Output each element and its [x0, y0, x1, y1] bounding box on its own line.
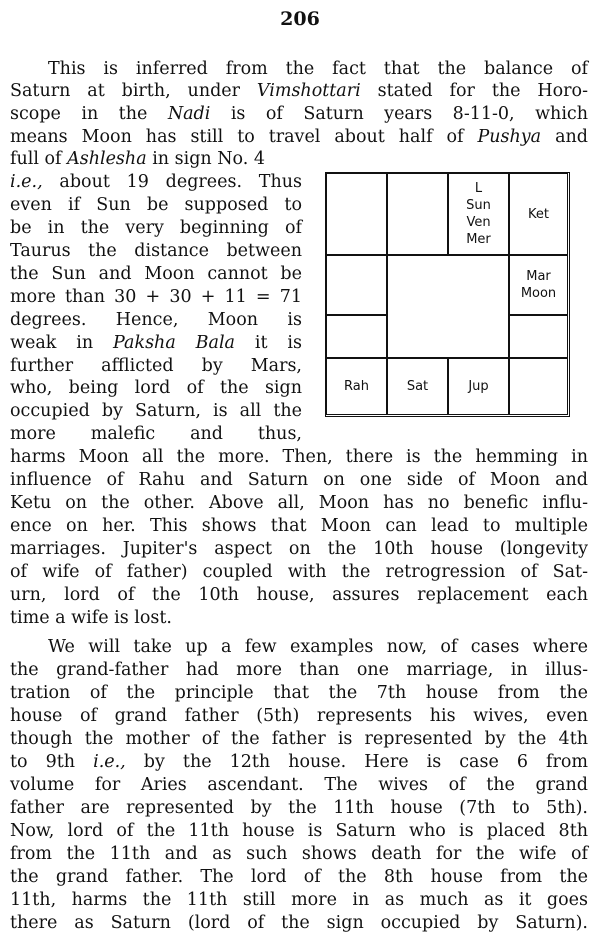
planet-label: Sun: [466, 198, 491, 213]
text-line: who, being lord of the sign: [10, 378, 302, 398]
house-sagittarius: [326, 358, 387, 415]
text-line: the grand-father had more than one marriage, in illus-: [10, 660, 588, 680]
planet-label: Moon: [520, 286, 557, 301]
text-line: from the 11th and as such shows death for the wife of: [10, 844, 588, 864]
text-line: of wife of father) coupled with the retrogression of Sat-: [10, 562, 588, 582]
house-gemini-taurus: [448, 173, 509, 255]
text-line: scope in the Nadi is of Saturn years 8-11-0, which: [10, 104, 588, 124]
house-cancer: [509, 173, 568, 255]
text-line: 11th, harms the 11th still more in as much as it goes: [10, 890, 588, 910]
text-line: time a wife is lost.: [10, 608, 172, 628]
text-line: further afflicted by Mars,: [10, 356, 302, 376]
page-number: 206: [280, 8, 320, 30]
house-aquarius: [326, 255, 387, 315]
text-line: This is inferred from the fact that the balance of: [48, 59, 588, 79]
text-line: though the mother of the father is represented by the 4th: [10, 729, 588, 749]
planet-label: Mar: [526, 269, 551, 284]
text-line: volume for Aries ascendant. The wives of the grand: [10, 775, 588, 795]
text-line: to 9th i.e., by the 12th house. Here is case 6 from: [10, 752, 588, 772]
house-leo: [509, 255, 568, 315]
planet-label: Jup: [468, 379, 489, 394]
planet-label: Sat: [406, 379, 429, 394]
text-line: Now, lord of the 11th house is Saturn who is placed 8th: [10, 821, 588, 841]
house-capricorn: [326, 315, 387, 358]
text-line: the Sun and Moon cannot be: [10, 264, 302, 284]
text-line: even if Sun be supposed to: [10, 195, 302, 215]
house-virgo: [509, 315, 568, 358]
text-line: We will take up a few examples now, of cases where: [48, 637, 588, 657]
text-line: harms Moon all the more. Then, there is the hemming in: [10, 447, 588, 467]
text-line: full of Ashlesha in sign No. 4: [10, 149, 266, 169]
text-line: degrees. Hence, Moon is: [10, 310, 302, 330]
text-line: means Moon has still to travel about half of Pushya and: [10, 127, 588, 147]
house-libra: [448, 358, 509, 415]
text-line: i.e., about 19 degrees. Thus: [10, 172, 302, 192]
text-line: house of grand father (5th) represents his wives, even: [10, 706, 588, 726]
planet-label: Ven: [466, 215, 491, 230]
text-line: the grand father. The lord of the 8th house from the: [10, 867, 588, 887]
text-line: Ketu on the other. Above all, Moon has no benefic influ-: [10, 493, 588, 513]
house-pisces: [326, 173, 387, 255]
text-line: more malefic and thus,: [10, 424, 302, 444]
planet-label: Ket: [528, 206, 549, 222]
text-line: urn, lord of the 10th house, assures replacement each: [10, 585, 588, 605]
text-line: there as Saturn (lord of the sign occupied by Saturn).: [10, 913, 588, 933]
text-line: weak in Paksha Bala it is: [10, 333, 302, 353]
text-line: marriages. Jupiter's aspect on the 10th house (longevity: [10, 539, 588, 559]
chart-center: [387, 255, 509, 358]
text-line: occupied by Saturn, is all the: [10, 401, 302, 421]
text-line: ence on her. This shows that Moon can lead to multiple: [10, 516, 588, 536]
house-aries: [387, 173, 448, 255]
text-line: influence of Rahu and Saturn on one side of Moon and: [10, 470, 588, 490]
planet-label: L: [474, 181, 483, 196]
planet-label: Rah: [344, 379, 369, 394]
house-virgo-corner: [509, 358, 568, 415]
text-line: father are represented by the 11th house (7th to 5th).: [10, 798, 588, 818]
planet-label: Mer: [466, 232, 491, 247]
text-line: more than 30 + 30 + 11 = 71: [10, 287, 302, 307]
horoscope-chart: [325, 172, 570, 417]
text-line: be in the very beginning of: [10, 218, 302, 238]
text-line: tration of the principle that the 7th house from the: [10, 683, 588, 703]
text-line: Saturn at birth, under Vimshottari stated for the Horo-: [10, 81, 588, 101]
text-line: Taurus the distance between: [10, 241, 302, 261]
house-scorpio: [387, 358, 448, 415]
